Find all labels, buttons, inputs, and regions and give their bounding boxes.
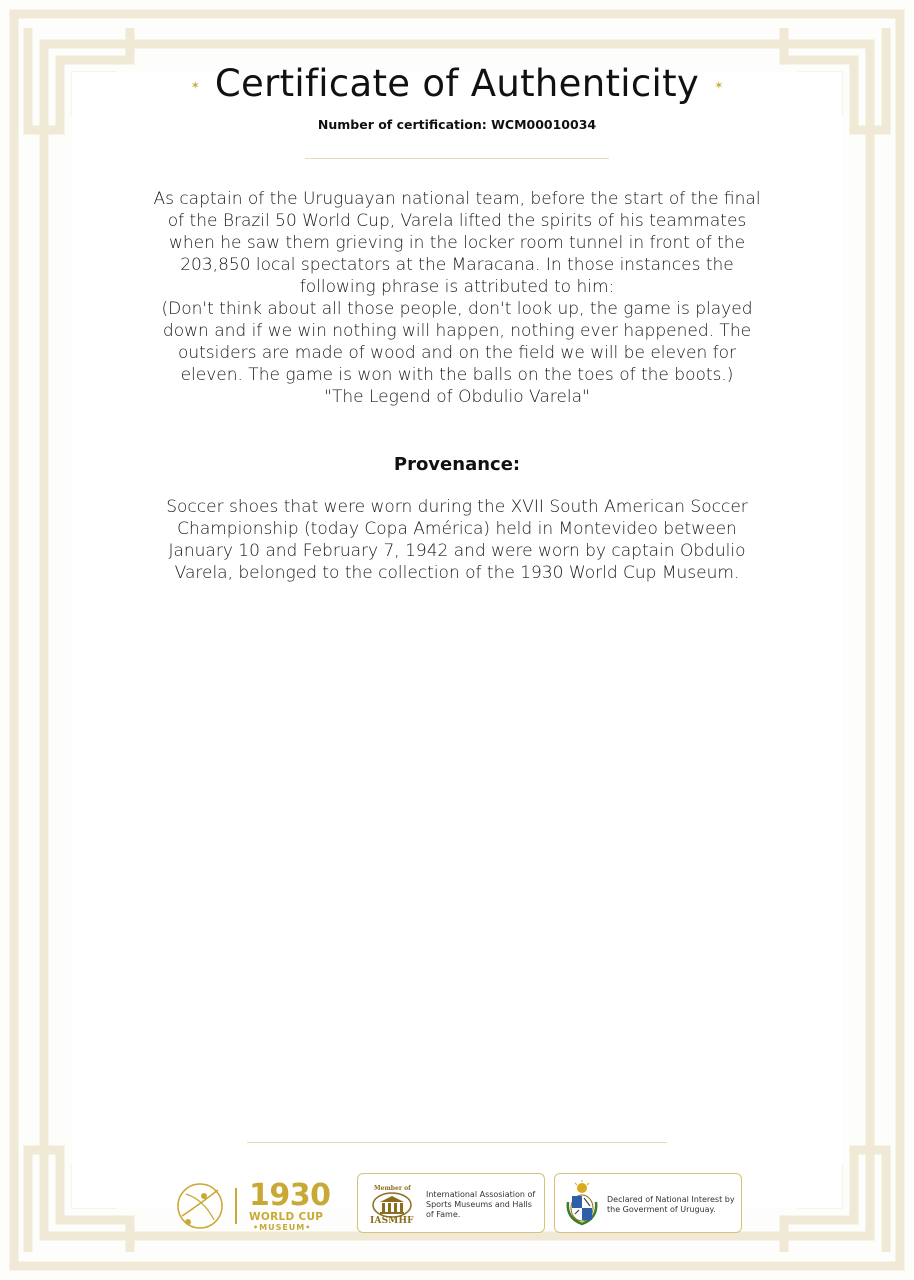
title-row [0,62,914,105]
provenance-line: January 10 and February 7, 1942 and were worn by captain Obdulio [168,541,746,561]
iasmhf-acronym: IASMHF [370,1216,414,1226]
story-line: following phrase is attributed to him: [299,277,615,297]
story-line: when he saw them grieving in the locker room tunnel in front of the [168,233,746,253]
museum-logo-line2: •MUSEUM• [253,1223,312,1232]
museum-logo-text [249,1178,331,1233]
story-line: (Don't think about all those people, don't look up, the game is played [161,299,753,319]
divider-bottom [247,1142,667,1143]
story-line: "The Legend of Obdulio Varela" [324,387,590,407]
provenance-line: Championship (today Copa América) held in Montevideo between [177,519,737,539]
uruguay-coat-of-arms-icon [563,1180,601,1226]
museum-building-icon [372,1192,412,1218]
certificate-title: Certificate of Authenticity [214,62,700,105]
provenance-line: Soccer shoes that were worn during the XVII South American Soccer [166,497,748,517]
star-icon: ✶ [714,79,724,92]
footer-logos [0,1170,914,1240]
member-of-label: Member of [374,1185,411,1192]
museum-logo [174,1176,334,1232]
story-line: 203,850 local spectators at the Maracana. In those instances the [180,255,734,275]
provenance-text [120,496,794,584]
national-interest-text: Declared of National Interest by the Goverment of Uruguay. [607,1195,735,1214]
story-line: of the Brazil 50 World Cup, Varela lifted the spirits of his teammates [167,211,747,231]
certification-number: Number of certification: WCM00010034 [317,117,597,132]
story-line: As captain of the Uruguayan national team, before the start of the final [153,189,761,209]
divider-top [305,158,609,159]
national-interest-badge [554,1173,742,1233]
story-line: eleven. The game is won with the balls on the toes of the boots.) [180,365,734,385]
soccer-ball-icon [174,1176,244,1232]
provenance-heading: Provenance: [393,454,521,475]
iasmhf-badge [357,1173,545,1233]
museum-logo-line1: WORLD CUP [249,1211,324,1223]
museum-logo-year: 1930 [249,1178,331,1213]
story-line: down and if we win nothing will happen, nothing ever happened. The [162,321,752,341]
iasmhf-description: International Assosiation of Sports Museums and Halls of Fame. [426,1190,536,1219]
story-text [120,188,794,408]
star-icon: ✶ [190,79,200,92]
provenance-line: Varela, belonged to the collection of the 1930 World Cup Museum. [174,563,740,583]
story-line: outsiders are made of wood and on the field we will be eleven for [177,343,737,363]
